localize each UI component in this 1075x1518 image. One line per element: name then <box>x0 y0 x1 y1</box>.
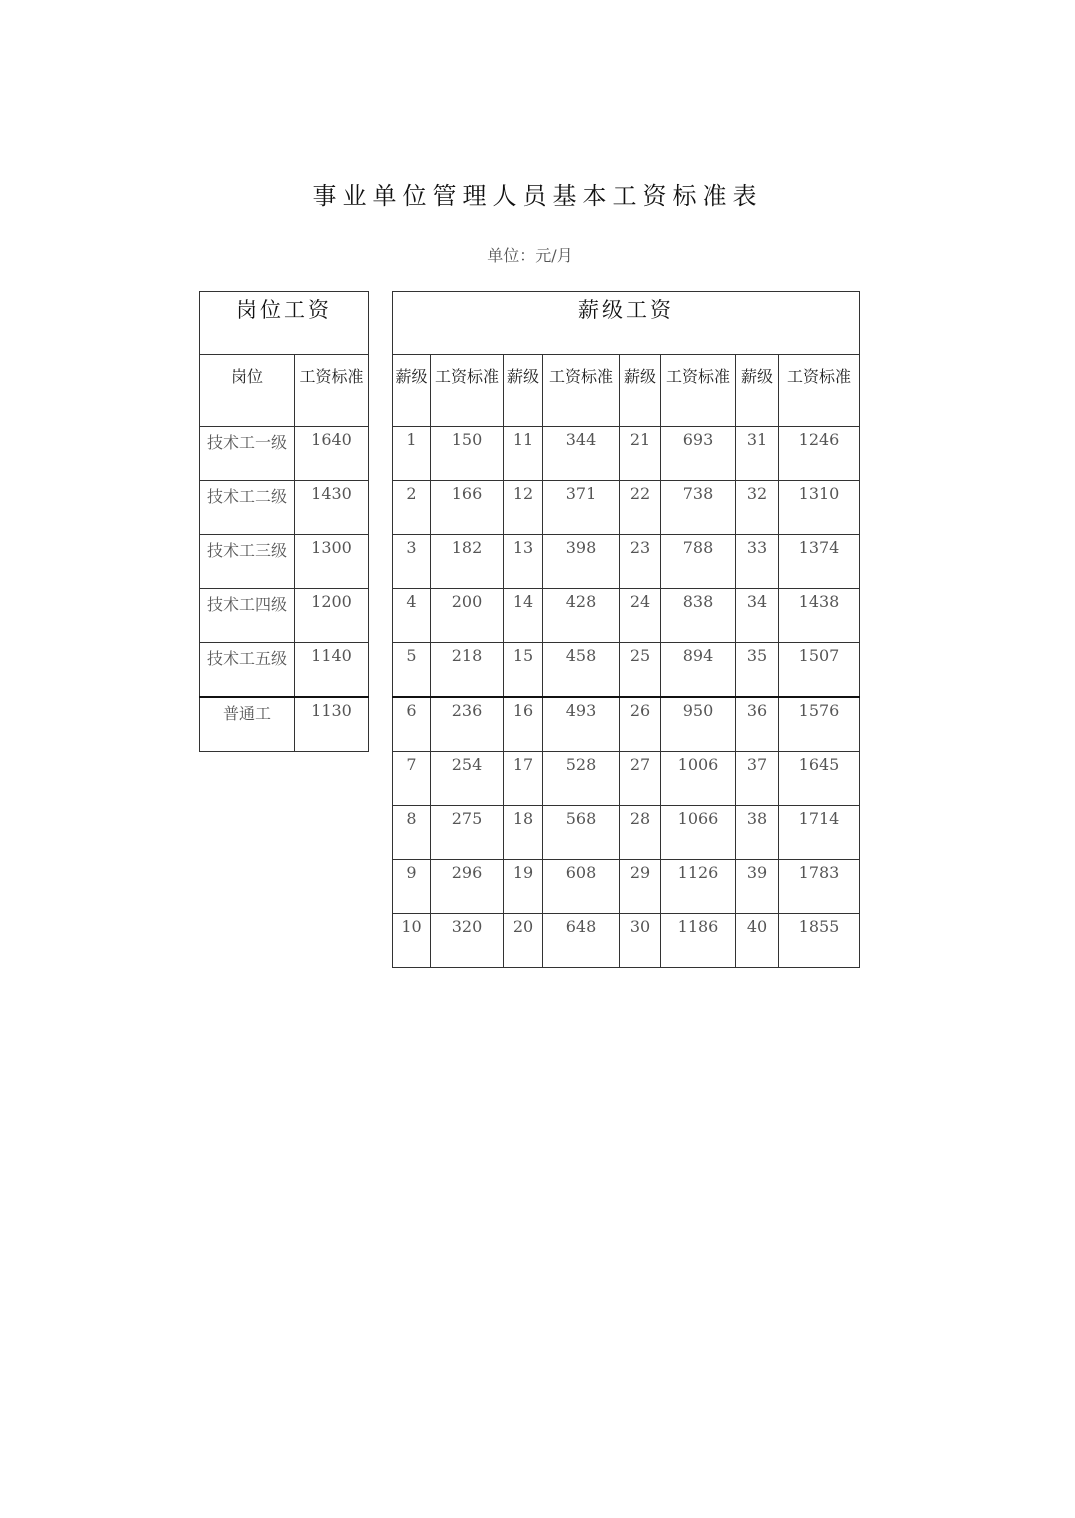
salary-value-cell: 150 <box>431 427 504 481</box>
unit-label: 单位：元/月 <box>487 246 573 265</box>
table-row <box>200 535 369 589</box>
grade-cell: 38 <box>736 806 779 860</box>
table-row <box>393 914 860 968</box>
column-header: 岗位 <box>200 355 295 427</box>
salary-value-cell: 1645 <box>779 752 860 806</box>
grade-cell: 12 <box>504 481 543 535</box>
grade-salary-body <box>393 427 860 968</box>
position-name-cell: 技术工五级 <box>200 643 295 698</box>
table-row <box>393 589 860 643</box>
grade-cell: 9 <box>393 860 431 914</box>
salary-value-cell: 1140 <box>295 643 369 698</box>
grade-cell: 13 <box>504 535 543 589</box>
salary-value-cell: 1783 <box>779 860 860 914</box>
salary-value-cell: 428 <box>543 589 620 643</box>
salary-value-cell: 1006 <box>661 752 736 806</box>
grade-cell: 26 <box>620 697 661 752</box>
salary-value-cell: 894 <box>661 643 736 698</box>
grade-cell: 34 <box>736 589 779 643</box>
column-header: 薪级 <box>393 355 431 427</box>
salary-value-cell: 493 <box>543 697 620 752</box>
table-row <box>200 481 369 535</box>
salary-value-cell: 528 <box>543 752 620 806</box>
salary-value-cell: 1246 <box>779 427 860 481</box>
grade-cell: 7 <box>393 752 431 806</box>
grade-cell: 10 <box>393 914 431 968</box>
position-name-cell: 技术工三级 <box>200 535 295 589</box>
grade-cell: 8 <box>393 806 431 860</box>
grade-cell: 39 <box>736 860 779 914</box>
salary-value-cell: 320 <box>431 914 504 968</box>
grade-cell: 21 <box>620 427 661 481</box>
salary-value-cell: 1126 <box>661 860 736 914</box>
column-header: 工资标准 <box>431 355 504 427</box>
grade-salary-heading: 薪级工资 <box>393 292 860 355</box>
grade-cell: 22 <box>620 481 661 535</box>
salary-value-cell: 275 <box>431 806 504 860</box>
grade-cell: 31 <box>736 427 779 481</box>
salary-value-cell: 254 <box>431 752 504 806</box>
salary-value-cell: 1310 <box>779 481 860 535</box>
column-header: 工资标准 <box>295 355 369 427</box>
column-header: 薪级 <box>736 355 779 427</box>
salary-value-cell: 788 <box>661 535 736 589</box>
grade-cell: 29 <box>620 860 661 914</box>
table-row <box>393 643 860 698</box>
table-row <box>393 752 860 806</box>
column-header: 薪级 <box>620 355 661 427</box>
position-salary-table <box>199 291 369 752</box>
grade-cell: 11 <box>504 427 543 481</box>
page-title: 事业单位管理人员基本工资标准表 <box>312 182 763 210</box>
table-row <box>393 427 860 481</box>
table-row <box>200 427 369 481</box>
table-row <box>393 697 860 752</box>
salary-value-cell: 1430 <box>295 481 369 535</box>
table-row <box>393 806 860 860</box>
grade-cell: 1 <box>393 427 431 481</box>
grade-cell: 24 <box>620 589 661 643</box>
position-name-cell: 普通工 <box>200 697 295 752</box>
salary-value-cell: 1714 <box>779 806 860 860</box>
salary-value-cell: 608 <box>543 860 620 914</box>
grade-cell: 36 <box>736 697 779 752</box>
table-heading-row <box>200 292 369 355</box>
position-name-cell: 技术工一级 <box>200 427 295 481</box>
grade-cell: 23 <box>620 535 661 589</box>
grade-cell: 14 <box>504 589 543 643</box>
salary-value-cell: 182 <box>431 535 504 589</box>
column-header: 工资标准 <box>543 355 620 427</box>
position-name-cell: 技术工四级 <box>200 589 295 643</box>
salary-value-cell: 950 <box>661 697 736 752</box>
salary-value-cell: 1374 <box>779 535 860 589</box>
grade-cell: 25 <box>620 643 661 698</box>
grade-cell: 40 <box>736 914 779 968</box>
table-row <box>393 481 860 535</box>
salary-value-cell: 218 <box>431 643 504 698</box>
grade-cell: 20 <box>504 914 543 968</box>
salary-value-cell: 568 <box>543 806 620 860</box>
grade-cell: 15 <box>504 643 543 698</box>
grade-cell: 4 <box>393 589 431 643</box>
salary-value-cell: 1300 <box>295 535 369 589</box>
salary-value-cell: 838 <box>661 589 736 643</box>
grade-cell: 17 <box>504 752 543 806</box>
salary-value-cell: 458 <box>543 643 620 698</box>
table-row <box>393 535 860 589</box>
grade-cell: 5 <box>393 643 431 698</box>
salary-value-cell: 1855 <box>779 914 860 968</box>
grade-cell: 28 <box>620 806 661 860</box>
grade-cell: 2 <box>393 481 431 535</box>
salary-value-cell: 1200 <box>295 589 369 643</box>
salary-value-cell: 1507 <box>779 643 860 698</box>
salary-value-cell: 693 <box>661 427 736 481</box>
position-salary-heading: 岗位工资 <box>200 292 369 355</box>
salary-value-cell: 648 <box>543 914 620 968</box>
grade-cell: 32 <box>736 481 779 535</box>
salary-value-cell: 371 <box>543 481 620 535</box>
column-header: 工资标准 <box>661 355 736 427</box>
column-header: 工资标准 <box>779 355 860 427</box>
table-row <box>200 589 369 643</box>
salary-value-cell: 1438 <box>779 589 860 643</box>
salary-value-cell: 1066 <box>661 806 736 860</box>
grade-cell: 35 <box>736 643 779 698</box>
salary-value-cell: 398 <box>543 535 620 589</box>
grade-cell: 3 <box>393 535 431 589</box>
grade-cell: 18 <box>504 806 543 860</box>
grade-cell: 19 <box>504 860 543 914</box>
salary-value-cell: 200 <box>431 589 504 643</box>
salary-value-cell: 166 <box>431 481 504 535</box>
table-row <box>200 643 369 698</box>
grade-cell: 6 <box>393 697 431 752</box>
table-row <box>200 697 369 752</box>
position-name-cell: 技术工二级 <box>200 481 295 535</box>
table-heading-row <box>393 292 860 355</box>
table-header-row <box>393 355 860 427</box>
grade-cell: 27 <box>620 752 661 806</box>
salary-value-cell: 1130 <box>295 697 369 752</box>
grade-cell: 33 <box>736 535 779 589</box>
salary-value-cell: 1576 <box>779 697 860 752</box>
grade-cell: 37 <box>736 752 779 806</box>
grade-salary-table <box>392 291 860 968</box>
salary-value-cell: 1640 <box>295 427 369 481</box>
salary-value-cell: 236 <box>431 697 504 752</box>
salary-value-cell: 344 <box>543 427 620 481</box>
grade-cell: 16 <box>504 697 543 752</box>
salary-value-cell: 296 <box>431 860 504 914</box>
grade-cell: 30 <box>620 914 661 968</box>
salary-value-cell: 738 <box>661 481 736 535</box>
table-header-row <box>200 355 369 427</box>
table-row <box>393 860 860 914</box>
column-header: 薪级 <box>504 355 543 427</box>
salary-value-cell: 1186 <box>661 914 736 968</box>
